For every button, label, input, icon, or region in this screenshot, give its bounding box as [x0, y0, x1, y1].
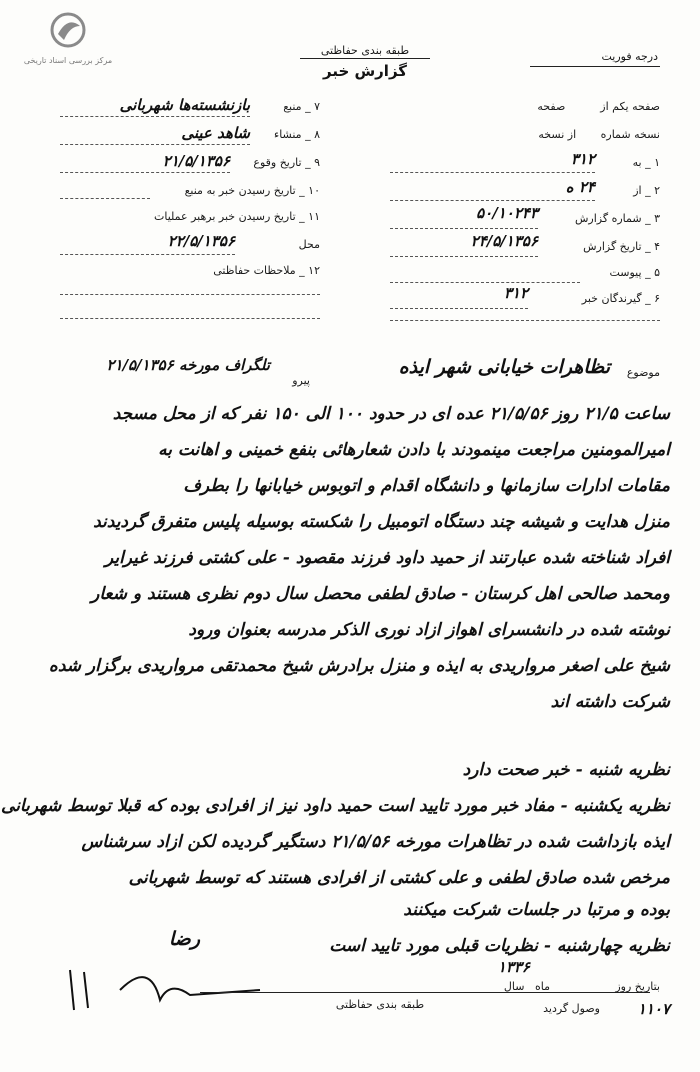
field-2-label: ۲ _ از [633, 184, 660, 197]
field-9-label: ۹ _ تاریخ وقوع [253, 156, 320, 169]
opinion-sunday-1: نظریه یکشنبه - مفاد خبر مورد تایید است حمید داود نیز از افرادی بوده که قبلا توسط شهربانی [1, 796, 670, 816]
field-location-value: ۲۲/۵/۱۳۵۶ [167, 232, 235, 250]
field-8-value: شاهد عینی [181, 124, 250, 142]
subject-note-label: پیرو [292, 374, 310, 387]
subject-value: تظاهرات خیابانی شهر ایذه [398, 356, 610, 378]
field-2-line [390, 200, 595, 201]
body-line-6: ومحمد صالحی اهل کرستان - صادق لطفی محصل سال دوم نظری هستند و شعار [91, 584, 670, 604]
signature-scribble-icon [60, 950, 300, 1020]
body-line-3: مقامات ادارات سازمانها و دانشگاه اقدام و اتوبوس خیابانها را بطرف [183, 476, 670, 496]
field-3-label: ۳ _ شماره گزارش [574, 212, 660, 225]
body-line-8: شیخ علی اصغر مرواریدی به ایذه و منزل برادرش شیخ محمدتقی مرواریدی برگزار شده [48, 656, 670, 676]
field-9-value: ۲۱/۵/۱۳۵۶ [162, 152, 230, 170]
field-5-label: ۵ _ پیوست [609, 266, 660, 279]
subject-note-value: تلگراف مورخه ۲۱/۵/۱۳۵۶ [106, 356, 270, 374]
field-1-line [390, 172, 595, 173]
body-line-7: نوشته شده در دانشسرای اهواز ازاد نوری الذکر مدرسه بعنوان ورود [188, 620, 670, 640]
field-8-line [60, 144, 250, 145]
field-location-line [60, 254, 235, 255]
header-classification: طبقه بندی حفاظتی [320, 44, 410, 57]
archive-logo-text: مرکز بررسی اسناد تاریخی [23, 56, 113, 65]
archive-logo [8, 12, 128, 72]
page-of-label: صفحه یکم از صفحه [537, 100, 660, 113]
body-line-9: شرکت داشته اند [550, 692, 670, 712]
document-center-logo-icon [50, 12, 86, 52]
field-3-line [390, 228, 538, 229]
field-3-value: ۵۰/۱۰۲۴۳ [476, 204, 538, 222]
body-line-4: منزل هدایت و شیشه چند دستگاه اتومبیل را شکسته بوسیله پلیس متفرق گردیدند [93, 512, 670, 532]
field-4-value: ۲۴/۵/۱۳۵۶ [470, 232, 538, 250]
field-10-line [60, 198, 150, 199]
signature: رضا [168, 928, 200, 950]
subject-label: موضوع [626, 366, 660, 379]
opinion-saturday: نظریه شنبه - خبر صحت دارد [462, 760, 670, 780]
opinion-sunday-2: ایذه بازداشت شده در تظاهرات مورخه ۲۱/۵/۵۶ دستگیر گردیده لکن ازاد سرشناس [81, 832, 670, 852]
footer-scribble: ۱۱۰۷ [637, 1000, 670, 1018]
field-12-line-1 [60, 294, 320, 295]
opinion-wednesday: نظریه چهارشنبه - نظریات قبلی مورد تایید است [329, 936, 670, 956]
body-line-2: امیرالمومنین مراجعت مینمودند با دادن شعارهائی بنفع خمینی و اهانت به [158, 440, 670, 460]
field-12-line-2 [60, 318, 320, 319]
field-4-line [390, 256, 538, 257]
field-6-line [390, 308, 528, 309]
field-4-label: ۴ _ تاریخ گزارش [583, 240, 660, 253]
field-7-line [60, 116, 250, 117]
field-11-label: ۱۱ _ تاریخ رسیدن خبر برهبر عملیات [153, 210, 320, 223]
header-rule [300, 58, 430, 59]
urgency-rule [530, 66, 660, 67]
field-7-label: ۷ _ منبع [283, 100, 320, 113]
field-6-label: ۶ _ گیرندگان خبر [581, 292, 660, 305]
footer-classification: طبقه بندی حفاظتی [335, 998, 425, 1011]
opinion-sunday-4: بوده و مرتبا در جلسات شرکت میکنند [403, 900, 670, 920]
field-10-label: ۱۰ _ تاریخ رسیدن خبر به منبع [184, 184, 320, 197]
body-line-1: ساعت ۲۱/۵ روز ۲۱/۵/۵۶ عده ای در حدود ۱۰۰ الی ۱۵۰ نفر که از محل مسجد [112, 404, 670, 424]
field-2-value: ۲۴ ه [565, 178, 595, 196]
field-location-label: محل [298, 238, 320, 251]
body-line-5: افراد شناخته شده عبارتند از حمید داود فرزند مقصود - علی کشتی فرزند غیرایر [104, 548, 670, 568]
field-6-value: ۳۱۲ [503, 284, 528, 302]
field-6-line-2 [390, 320, 660, 321]
footer-stamp-number: ۱۳۳۶ [497, 958, 530, 976]
urgency-label: درجه فوریت [601, 50, 658, 63]
footer-date: بتاریخ روز [615, 980, 660, 993]
field-7-value: بازنشسته‌ها شهربانی [119, 96, 250, 114]
opinion-sunday-3: مرخص شده صادق لطفی و علی کشتی از افرادی هستند که توسط شهربانی [128, 868, 670, 888]
field-1-label: ۱ _ به [632, 156, 660, 169]
field-9-line [60, 172, 230, 173]
copy-number-label: نسخه شماره از نسخه [538, 128, 660, 141]
field-1-value: ۳۱۲ [570, 150, 595, 168]
footer-received: وصول گردید [543, 1002, 600, 1015]
field-12-label: ۱۲ _ ملاحظات حفاظتی [213, 264, 320, 277]
field-8-label: ۸ _ منشاء [274, 128, 320, 141]
field-5-line [390, 282, 580, 283]
footer-month-year: ماه سال [503, 980, 550, 993]
report-title: گزارش خبر [322, 62, 408, 80]
